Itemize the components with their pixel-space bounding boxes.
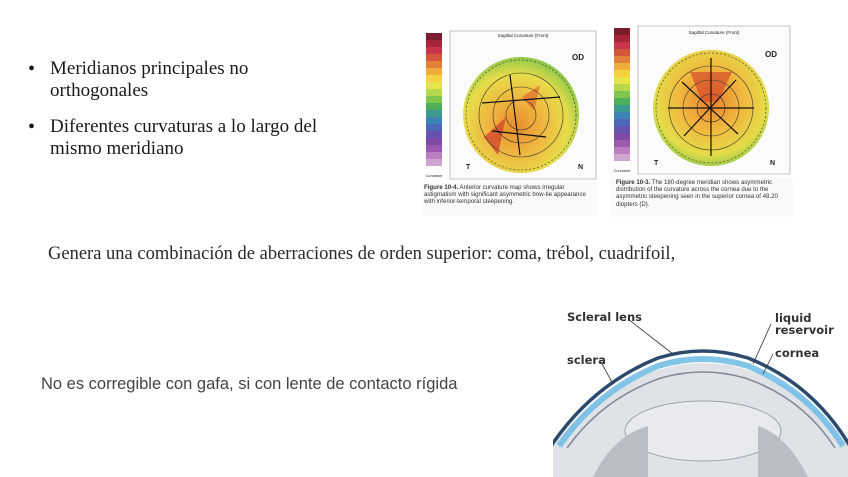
scale-swatch [426,110,442,117]
scale-swatch [614,91,630,98]
scale-swatch [426,75,442,82]
scale-swatch [614,84,630,91]
scale-swatch [426,138,442,145]
eye-label: OD [572,53,584,62]
scleral-lens-label: Scleral lens [567,310,642,324]
scale-swatch [426,82,442,89]
scale-swatch [426,103,442,110]
temporal-label: T [466,164,471,171]
map-title: Sagittal Curvature (Front) [688,30,740,35]
scale-swatch [426,96,442,103]
temporal-label: T [654,160,659,167]
nasal-label: N [770,160,776,167]
scale-swatch [614,28,630,35]
scale-label: Curvature [613,169,631,173]
scale-swatch [426,89,442,96]
topography-map-2 [610,22,793,178]
scale-swatch [426,40,442,47]
topography-figure-1 [422,27,598,215]
bullet-text: Diferentes curvaturas a lo largo del mismo meridiano [50,116,318,159]
scale-swatch [614,77,630,84]
scale-swatch [426,54,442,61]
bullet-text: Meridianos principales no orthogonales [50,58,249,101]
scale-label: Curvature [425,174,443,178]
bullet-list [28,58,408,174]
color-scale-1 [426,33,442,166]
scale-swatch [614,133,630,140]
scale-swatch [614,112,630,119]
scale-swatch [614,140,630,147]
topography-map-1 [422,27,598,183]
scale-swatch [426,145,442,152]
scale-swatch [614,126,630,133]
scale-swatch [614,63,630,70]
scale-swatch [614,56,630,63]
scale-swatch [426,61,442,68]
eye-label: OD [765,50,777,59]
scale-swatch [426,152,442,159]
figure-caption [424,184,596,206]
bullet-dot: • [28,116,36,138]
scale-swatch [426,159,442,166]
scale-swatch [426,117,442,124]
nasal-label: N [578,164,584,171]
bullet-dot: • [28,58,36,80]
bullet-item [28,58,408,102]
scale-swatch [426,47,442,54]
aberrations-statement: Genera una combinación de aberraciones de orden superior: coma, trébol, cuadrifoil, [48,244,676,264]
correction-statement: No es corregible con gafa, si con lente de contacto rígida [41,375,458,393]
scale-swatch [614,70,630,77]
color-scale-2 [614,28,630,161]
bullet-item [28,116,408,160]
sclera-label: sclera [567,353,606,367]
topography-figure-2 [610,22,793,217]
caption-text: The 180-degree meridian shows asymmetric distribution of the curvature across the cornea due to the asymmetric steepening seen in the superior cornea of 48.20 diopters (D). [616,179,778,208]
scale-swatch [614,119,630,126]
scale-swatch [614,42,630,49]
scale-swatch [614,98,630,105]
scale-swatch [426,124,442,131]
liquid-reservoir-label: liquid reservoir [775,311,834,337]
caption-text: Anterior curvature map shows irregular astigmatism with significant asymmetric bow-tie appearance with inferior-temporal steepening. [424,184,586,206]
map-title: Sagittal Curvature (Front) [497,33,549,38]
scleral-lens-diagram [553,296,848,477]
scale-swatch [614,147,630,154]
cornea-label: cornea [775,346,820,360]
caption-lead: Figure 10-4. [424,184,459,191]
figure-caption [616,179,790,208]
scale-swatch [614,35,630,42]
scale-swatch [426,33,442,40]
scale-swatch [614,49,630,56]
caption-lead: Figure 10-3. [616,179,651,186]
scale-swatch [426,131,442,138]
scale-swatch [614,154,630,161]
scale-swatch [426,68,442,75]
scale-swatch [614,105,630,112]
